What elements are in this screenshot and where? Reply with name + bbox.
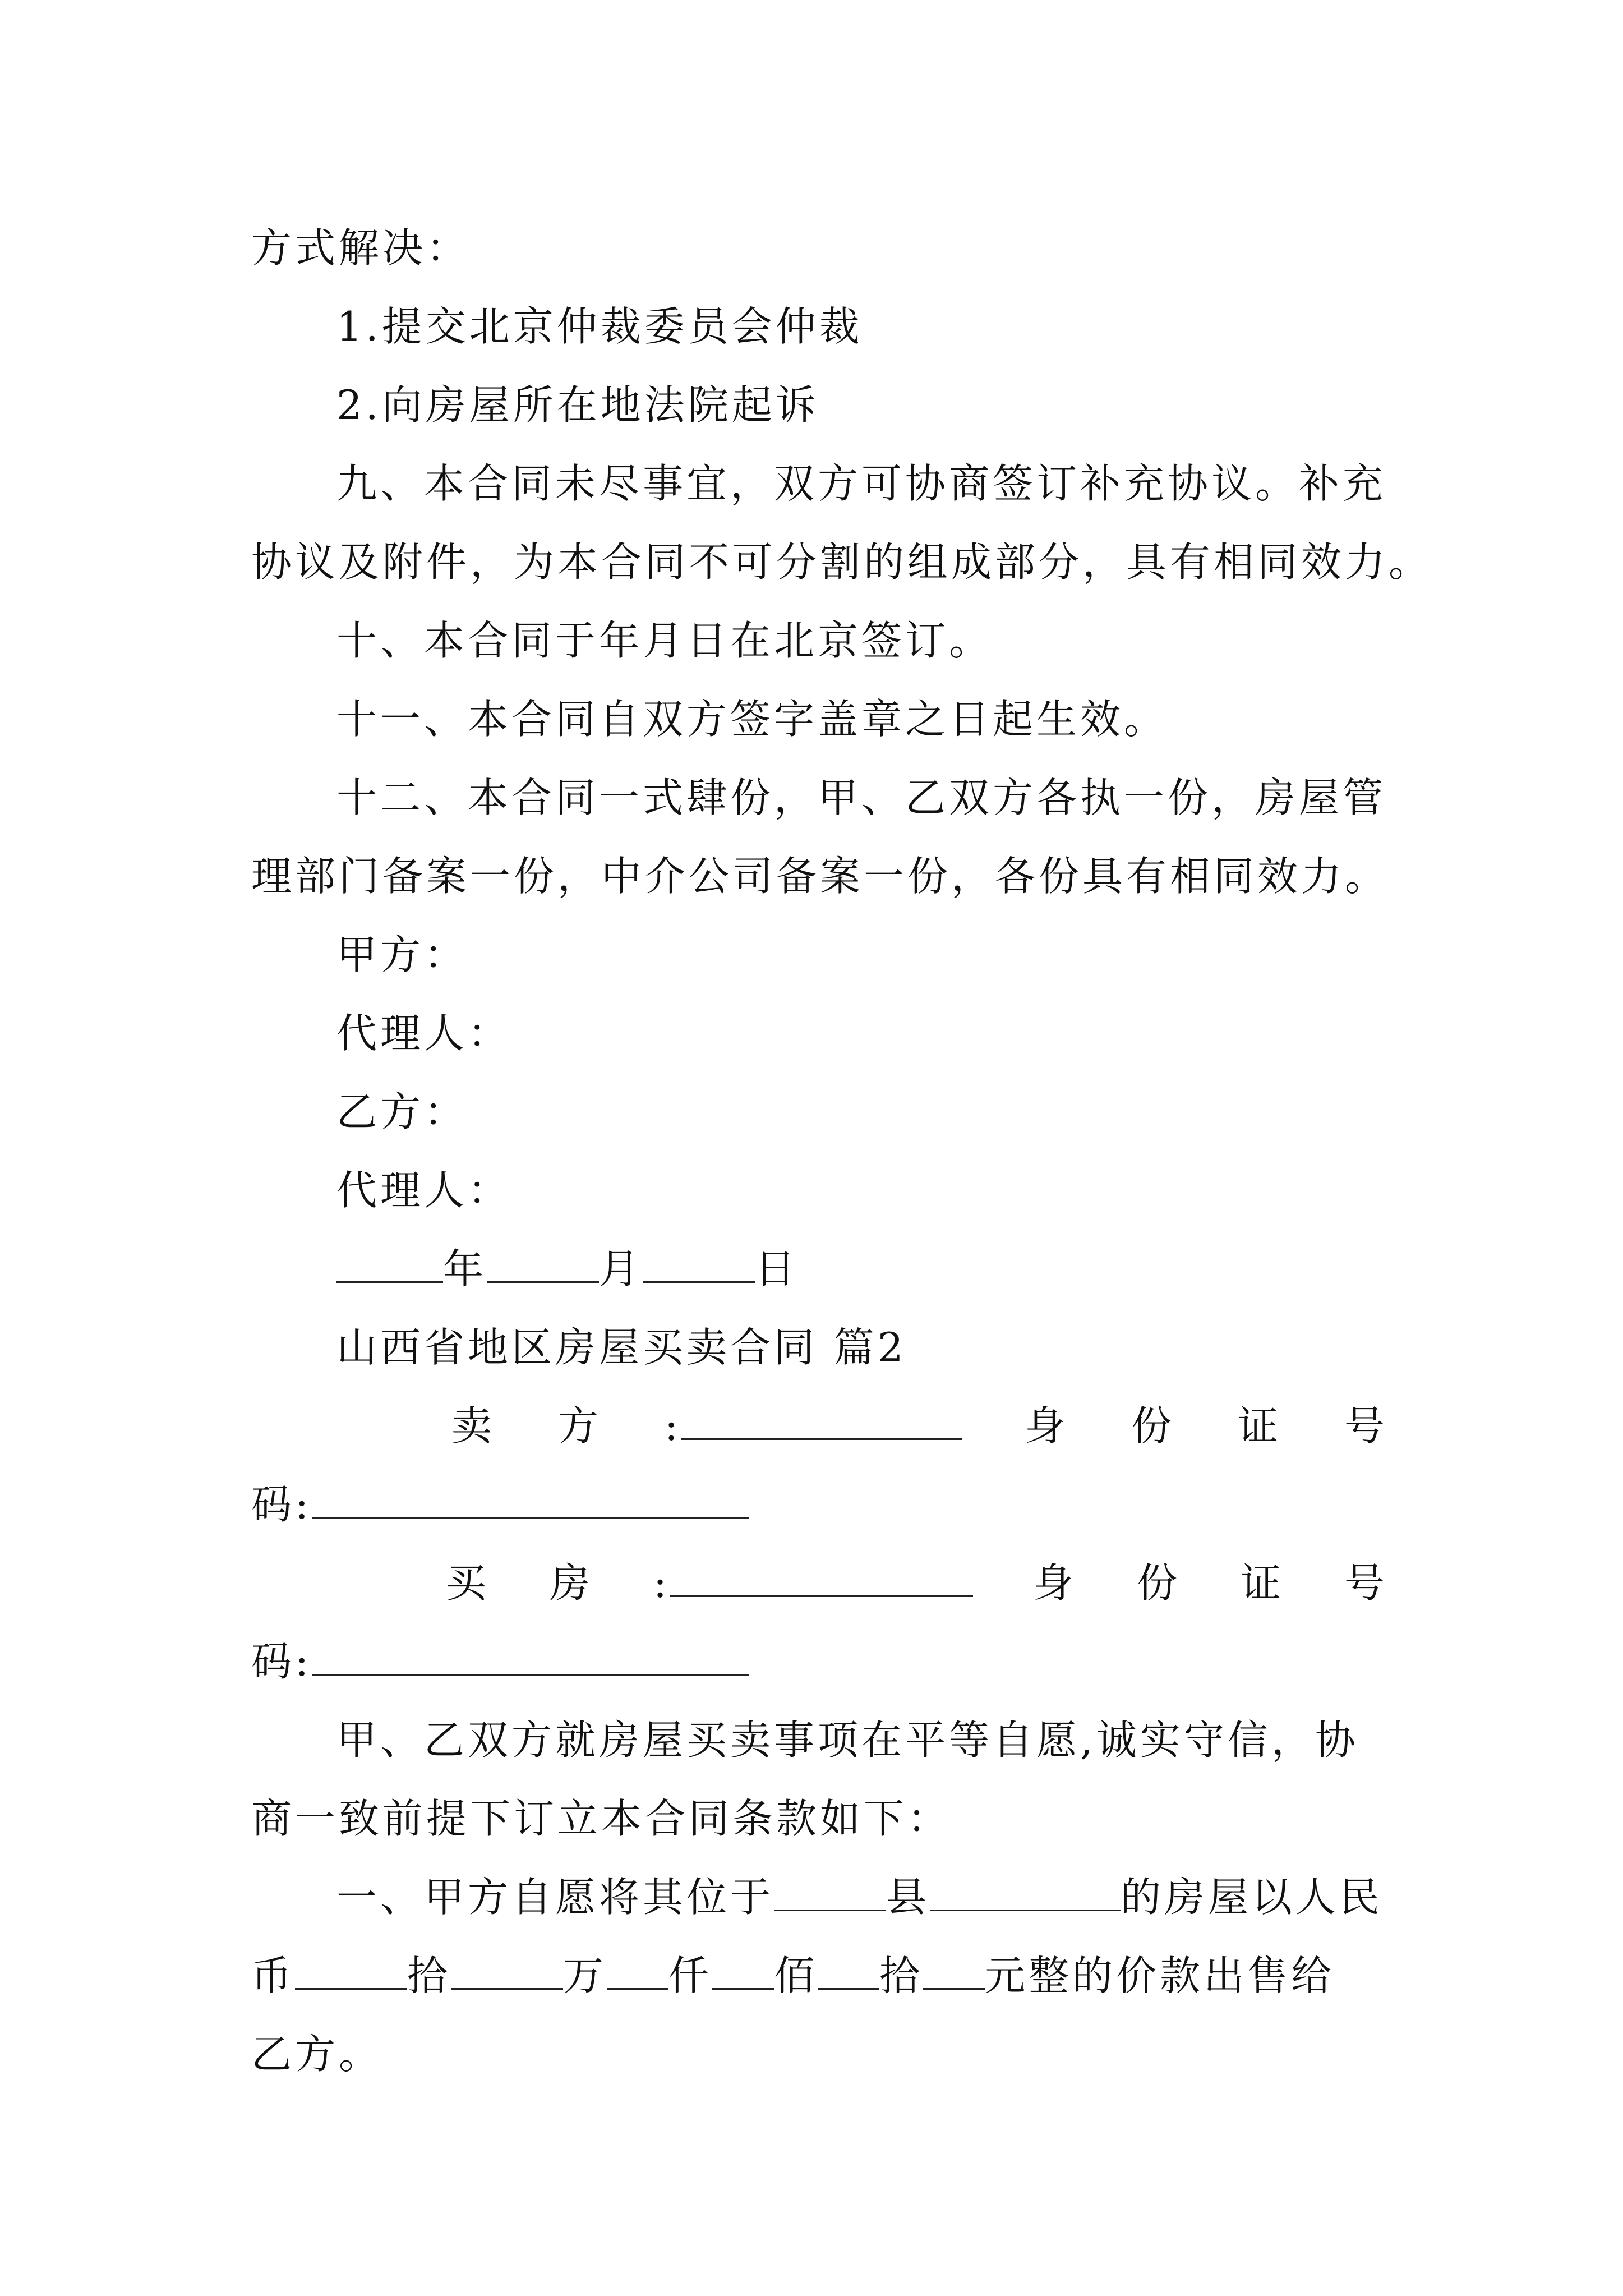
unit-label: 仟 <box>668 1952 713 1999</box>
id-char-4: 号 <box>1344 1402 1388 1450</box>
month-label: 月 <box>599 1245 643 1292</box>
id-char-2: 份 <box>1131 1402 1175 1450</box>
price-line <box>251 1948 1390 2004</box>
county-label: 县 <box>886 1874 930 1921</box>
clause-one-text-end: 的房屋以人民 <box>1121 1874 1384 1921</box>
clause-nine: 九、本合同未尽事宜，双方可协商签订补充协议。补充 <box>336 460 1387 507</box>
section-title: 山西省地区房屋买卖合同 篇2 <box>336 1324 907 1371</box>
clause-twelve: 十二、本合同一式肆份，甲、乙双方各执一份，房屋管 <box>336 774 1387 821</box>
clause-ten: 十、本合同于年月日在北京签订。 <box>336 617 993 664</box>
clause-nine-continued: 协议及附件，为本合同不可分割的组成部分，具有相同效力。 <box>251 539 1433 586</box>
price-line-end: 元整的价款出售给 <box>985 1952 1335 1999</box>
year-blank <box>336 1242 443 1283</box>
text-line: 方式解决： <box>251 224 471 272</box>
price-blank <box>607 1949 668 1990</box>
id-char-4: 号 <box>1344 1559 1388 1607</box>
clause-one-text: 一、甲方自愿将其位于 <box>336 1874 774 1921</box>
buyer-colon: : <box>653 1559 671 1607</box>
id-char-3: 证 <box>1241 1559 1285 1607</box>
price-blank <box>712 1949 774 1990</box>
party-a-label: 甲方： <box>336 931 468 978</box>
buyer-char-2: 房 <box>549 1559 593 1607</box>
seller-line <box>451 1398 1388 1454</box>
day-blank <box>643 1242 755 1283</box>
id-char-3: 证 <box>1238 1402 1282 1450</box>
currency-label: 币 <box>251 1952 296 1999</box>
buyer-id-blank <box>312 1635 749 1676</box>
agent-b-label: 代理人： <box>336 1167 512 1214</box>
agent-a-label: 代理人： <box>336 1010 512 1057</box>
day-label: 日 <box>755 1245 799 1292</box>
price-blank <box>923 1949 985 1990</box>
seller-char-1: 卖 <box>451 1402 496 1450</box>
date-line <box>336 1241 1475 1297</box>
price-blank <box>451 1949 563 1990</box>
unit-label: 佰 <box>774 1952 818 1999</box>
seller-id-line <box>251 1476 1390 1533</box>
preamble: 甲、乙双方就房屋买卖事项在平等自愿,诚实守信，协 <box>336 1717 1359 1764</box>
preamble-continued: 商一致前提下订立本合同条款如下： <box>251 1795 952 1842</box>
list-item-court: 2.向房屋所在地法院起诉 <box>336 381 819 429</box>
year-label: 年 <box>443 1245 487 1292</box>
unit-label: 拾 <box>879 1952 924 1999</box>
clause-twelve-continued: 理部门备案一份，中介公司备案一份，各份具有相同效力。 <box>251 853 1389 900</box>
price-blank <box>818 1949 879 1990</box>
unit-label: 万 <box>563 1952 607 1999</box>
id-char-1: 身 <box>1025 1402 1069 1450</box>
price-blank <box>295 1949 407 1990</box>
buyer-id-line <box>251 1634 1390 1690</box>
seller-id-label: 码: <box>251 1481 312 1528</box>
county-blank <box>774 1870 886 1911</box>
clause-one <box>336 1869 1475 1925</box>
buyer-char-1: 买 <box>446 1559 490 1607</box>
month-blank <box>487 1242 599 1283</box>
buyer-field <box>653 1555 973 1611</box>
list-item-arbitration: 1.提交北京仲裁委员会仲裁 <box>336 303 863 350</box>
seller-name-blank <box>681 1399 962 1440</box>
clause-eleven: 十一、本合同自双方签字盖章之日起生效。 <box>336 696 1168 743</box>
seller-field <box>665 1398 962 1454</box>
seller-id-blank <box>312 1478 749 1519</box>
price-line-continued: 乙方。 <box>251 2031 383 2078</box>
party-b-label: 乙方： <box>336 1088 468 1135</box>
seller-char-2: 方 <box>557 1402 602 1450</box>
buyer-name-blank <box>670 1556 973 1597</box>
id-char-2: 份 <box>1137 1559 1181 1607</box>
id-char-1: 身 <box>1033 1559 1077 1607</box>
unit-label: 拾 <box>407 1952 451 1999</box>
seller-colon: : <box>664 1402 682 1450</box>
buyer-id-label: 码: <box>251 1638 312 1685</box>
location-blank <box>930 1870 1121 1911</box>
buyer-line <box>446 1555 1388 1611</box>
